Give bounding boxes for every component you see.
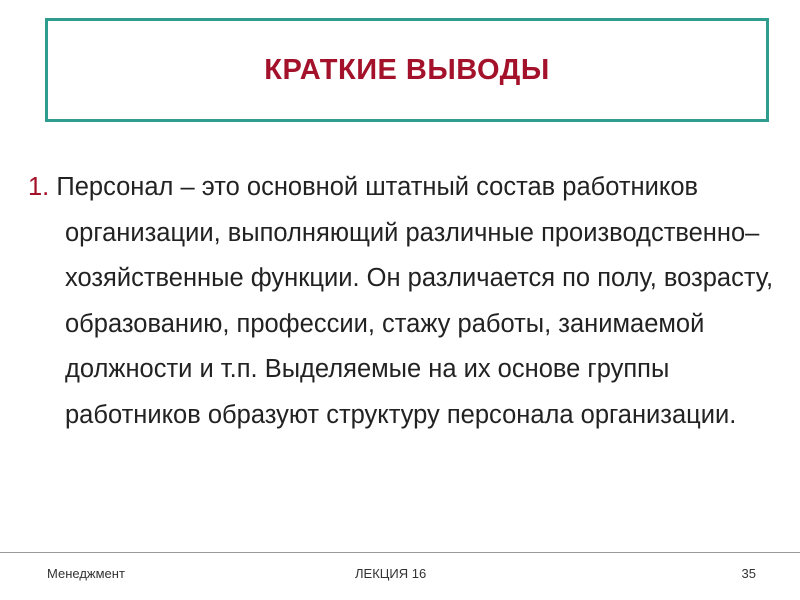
list-item (28, 165, 778, 438)
list-item-number: 1. (28, 173, 50, 201)
title-box (45, 18, 769, 122)
footer-page-number: 35 (741, 566, 756, 581)
footer-course: Менеджмент (47, 566, 125, 581)
footer-divider (0, 552, 800, 553)
footer-lecture: ЛЕКЦИЯ 16 (355, 566, 427, 581)
slide-title: КРАТКИЕ ВЫВОДЫ (264, 53, 550, 86)
slide-body (28, 165, 778, 438)
list-item-text: Персонал – это основной штатный состав работников организации, выполняющий различные производственно–хозяйственные функции. Он различается по полу, возрасту, образованию, профессии, стажу работы, занимаемой должности и т.п. Выделяемые на их основе группы работников образуют структуру персонала организации. (56, 173, 774, 429)
